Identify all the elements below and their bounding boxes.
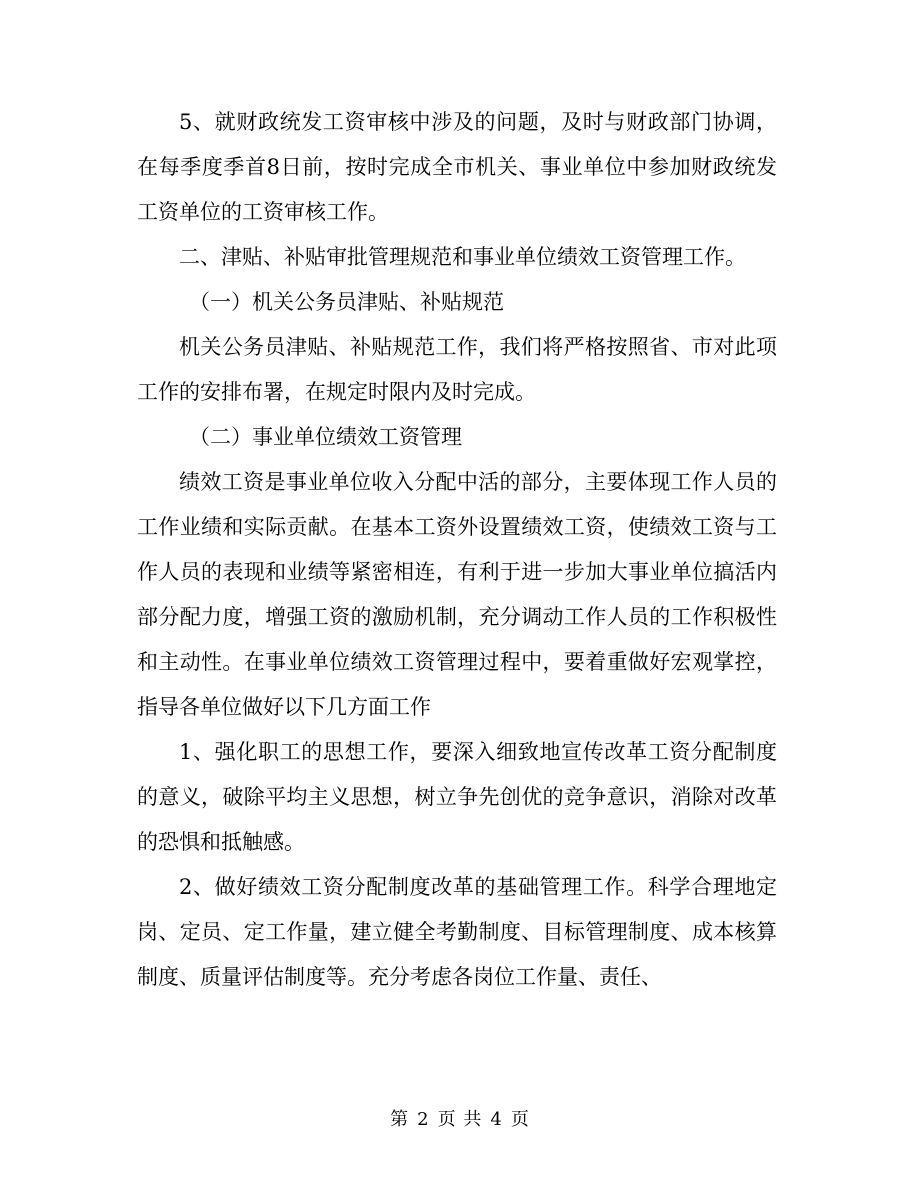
document-body <box>137 100 777 1000</box>
paragraph-performance-pay: 绩效工资是事业单位收入分配中活的部分，主要体现工作人员的工作业绩和实际贡献。在基本工资外设置绩效工资，使绩效工资与工作人员的表现和业绩等紧密相连，有利于进一步加大事业单位搞活内部分配力度，增强工资的激励机制，充分调动工作人员的工作积极性和主动性。在事业单位绩效工资管理过程中，要着重做好宏观掌控，指导各单位做好以下几方面工作 <box>137 470 777 719</box>
subsection-heading-2: （二）事业单位绩效工资管理 <box>189 425 462 449</box>
page-label-mid: 页 共 <box>437 1109 483 1130</box>
current-page-number: 2 <box>417 1109 430 1130</box>
page-label-suffix: 页 <box>510 1109 530 1130</box>
paragraph-item-2: 2、做好绩效工资分配制度改革的基础管理工作。科学合理地定岗、定员、定工作量，建立健全考勤制度、目标管理制度、成本核算制度、质量评估制度等。充分考虑各岗位工作量、责任、 <box>137 875 777 989</box>
subsection-heading-1: （一）机关公务员津贴、补贴规范 <box>189 290 504 314</box>
page-label-prefix: 第 <box>390 1109 410 1130</box>
total-pages-number: 4 <box>490 1109 503 1130</box>
paragraph-item-5: 5、就财政统发工资审核中涉及的问题，及时与财政部门协调，在每季度季首8日前，按时完成全市机关、事业单位中参加财政统发工资单位的工资审核工作。 <box>137 110 777 224</box>
paragraph-civil-servant-allowance: 机关公务员津贴、补贴规范工作，我们将严格按照省、市对此项工作的安排布署，在规定时限内及时完成。 <box>137 335 777 404</box>
section-heading-2: 二、津贴、补贴审批管理规范和事业单位绩效工资管理工作。 <box>179 245 746 269</box>
page-footer <box>0 1108 920 1132</box>
paragraph-item-1: 1、强化职工的思想工作，要深入细致地宣传改革工资分配制度的意义，破除平均主义思想，树立争先创优的竞争意识，消除对改革的恐惧和抵触感。 <box>137 740 777 854</box>
